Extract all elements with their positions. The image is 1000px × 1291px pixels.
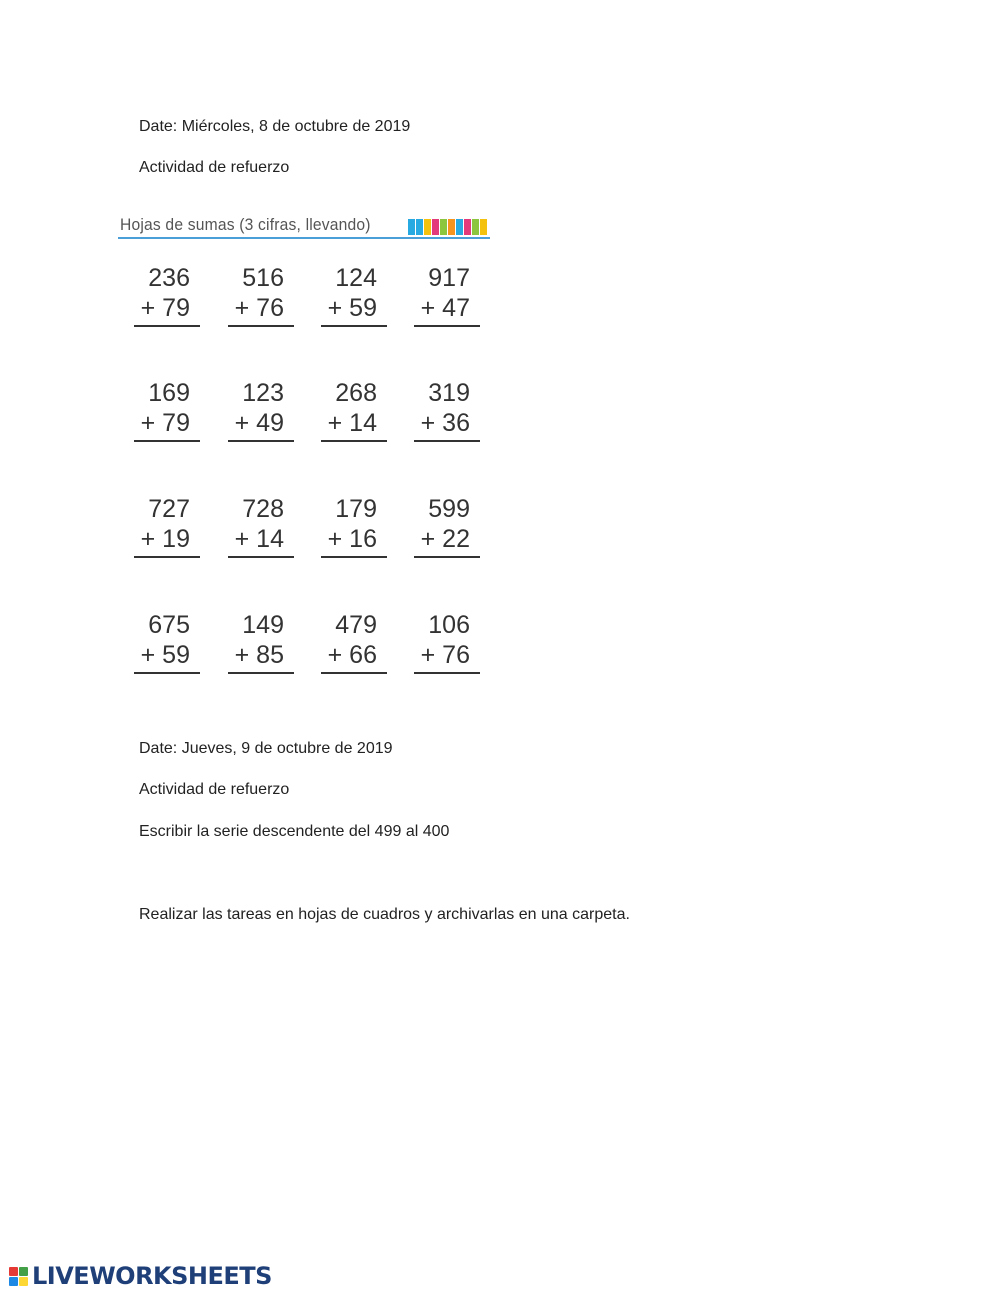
logo-color-block xyxy=(472,219,479,235)
sum-rule xyxy=(134,325,200,327)
addend-top: 149 xyxy=(242,611,284,639)
addend-bottom: + 47 xyxy=(420,294,470,322)
addend-bottom: + 79 xyxy=(140,409,190,437)
addend-bottom: + 79 xyxy=(140,294,190,322)
sum-rule xyxy=(414,556,480,558)
liveworksheets-wordmark: LIVEWORKSHEETS xyxy=(32,1262,272,1290)
sum-rule xyxy=(228,440,294,442)
homework-note: Realizar las tareas en hojas de cuadros y archivarlas en una carpeta. xyxy=(139,906,630,923)
addend-top: 169 xyxy=(148,379,190,407)
worksheet-brand-logo xyxy=(408,219,487,235)
addition-worksheet-image xyxy=(118,203,496,695)
addition-problem xyxy=(321,494,387,558)
addend-bottom: + 36 xyxy=(420,409,470,437)
addition-problem xyxy=(134,263,200,327)
logo-color-block xyxy=(464,219,471,235)
addend-top: 123 xyxy=(242,379,284,407)
addend-bottom: + 85 xyxy=(234,641,284,669)
addition-problem xyxy=(134,610,200,674)
addend-top: 728 xyxy=(242,495,284,523)
date-line-2: Date: Jueves, 9 de octubre de 2019 xyxy=(139,740,393,757)
addend-bottom: + 59 xyxy=(327,294,377,322)
worksheet-title: Hojas de sumas (3 cifras, llevando) xyxy=(120,215,371,234)
instruction-text: Escribir la serie descendente del 499 al 400 xyxy=(139,823,450,840)
sum-rule xyxy=(228,556,294,558)
addend-bottom: + 76 xyxy=(420,641,470,669)
sum-rule xyxy=(228,325,294,327)
addend-bottom: + 16 xyxy=(327,525,377,553)
addition-problem xyxy=(414,263,480,327)
sum-rule xyxy=(134,440,200,442)
addition-problem xyxy=(228,263,294,327)
title-underline xyxy=(118,237,490,239)
logo-mark-square xyxy=(19,1267,28,1276)
logo-color-block xyxy=(408,219,415,235)
addend-top: 917 xyxy=(428,264,470,292)
addition-problem xyxy=(134,378,200,442)
addend-top: 675 xyxy=(148,611,190,639)
date-line-1: Date: Miércoles, 8 de octubre de 2019 xyxy=(139,118,411,135)
addend-top: 124 xyxy=(335,264,377,292)
logo-color-block xyxy=(432,219,439,235)
sum-rule xyxy=(134,556,200,558)
addition-problem xyxy=(414,494,480,558)
addition-problem xyxy=(228,378,294,442)
addition-problem xyxy=(414,610,480,674)
logo-color-block xyxy=(456,219,463,235)
addend-top: 106 xyxy=(428,611,470,639)
activity-label-2: Actividad de refuerzo xyxy=(139,781,290,798)
logo-color-block xyxy=(416,219,423,235)
addition-problem xyxy=(321,378,387,442)
sum-rule xyxy=(321,325,387,327)
addend-bottom: + 66 xyxy=(327,641,377,669)
addend-bottom: + 49 xyxy=(234,409,284,437)
addend-top: 268 xyxy=(335,379,377,407)
sum-rule xyxy=(414,672,480,674)
sum-rule xyxy=(321,556,387,558)
addend-bottom: + 59 xyxy=(140,641,190,669)
logo-color-block xyxy=(480,219,487,235)
logo-mark-square xyxy=(9,1267,18,1276)
addend-top: 727 xyxy=(148,495,190,523)
sum-rule xyxy=(228,672,294,674)
addition-problem xyxy=(414,378,480,442)
liveworksheets-logo[interactable] xyxy=(9,1262,272,1290)
addition-problem xyxy=(228,610,294,674)
sum-rule xyxy=(134,672,200,674)
logo-color-block xyxy=(448,219,455,235)
liveworksheets-mark-icon xyxy=(9,1267,28,1286)
addend-top: 516 xyxy=(242,264,284,292)
logo-color-block xyxy=(440,219,447,235)
addend-bottom: + 14 xyxy=(234,525,284,553)
addend-bottom: + 76 xyxy=(234,294,284,322)
addend-top: 479 xyxy=(335,611,377,639)
sum-rule xyxy=(414,325,480,327)
addend-top: 179 xyxy=(335,495,377,523)
logo-mark-square xyxy=(19,1277,28,1286)
sum-rule xyxy=(321,672,387,674)
logo-color-block xyxy=(424,219,431,235)
addition-problem xyxy=(228,494,294,558)
activity-label-1: Actividad de refuerzo xyxy=(139,159,290,176)
addition-problem xyxy=(134,494,200,558)
addition-problem xyxy=(321,610,387,674)
addend-bottom: + 14 xyxy=(327,409,377,437)
addition-problem xyxy=(321,263,387,327)
addend-bottom: + 22 xyxy=(420,525,470,553)
addend-top: 236 xyxy=(148,264,190,292)
addend-top: 599 xyxy=(428,495,470,523)
addend-top: 319 xyxy=(428,379,470,407)
addend-bottom: + 19 xyxy=(140,525,190,553)
sum-rule xyxy=(414,440,480,442)
sum-rule xyxy=(321,440,387,442)
logo-mark-square xyxy=(9,1277,18,1286)
